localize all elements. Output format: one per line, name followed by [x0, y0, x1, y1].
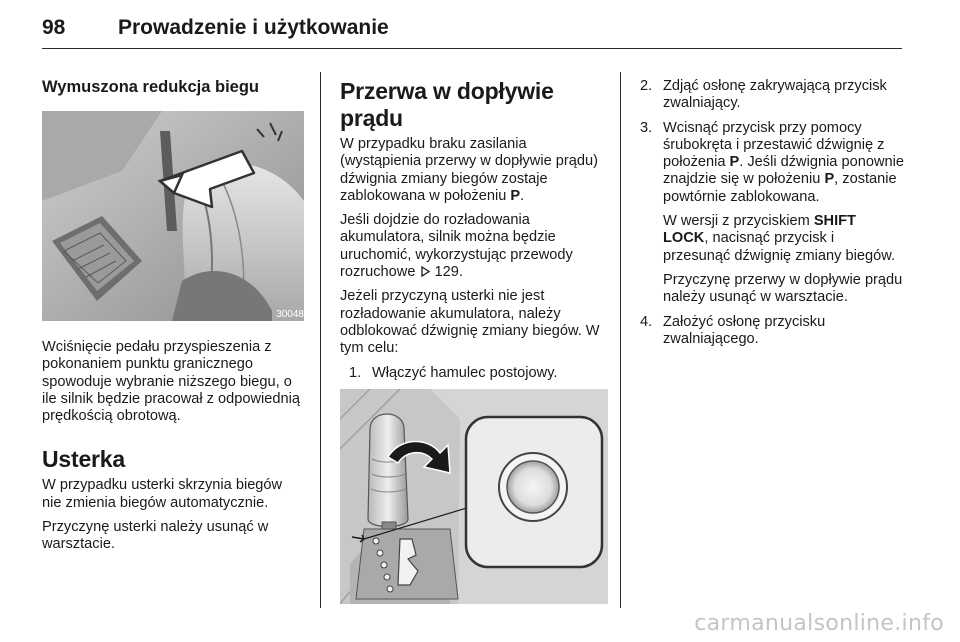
list-item: 4. Założyć osłonę przycisku zwalniającego. [640, 313, 826, 347]
step3-note-shift-lock: W wersji z przyciskiem SHIFT LOCK, nacisnąć przycisk i przesunąć dźwignię zmiany biegów. [663, 213, 896, 264]
list-item: 2. Zdjąć osłonę zakrywającą przycisk zwalniający. [640, 78, 887, 112]
section-heading-power-failure: Przerwa w dopływie prądu [340, 78, 554, 131]
page-reference-icon [420, 264, 431, 280]
figure-code: 30048 [276, 309, 304, 320]
column-3 [640, 78, 905, 355]
page-title: Prowadzenie i użytkowanie [118, 16, 389, 39]
step3-text: Wcisnąć przycisk przy pomocy śrubokręta i przestawić dźwignię z położenia P. Jeśli dźwignia ponownie znajdzie się w położeniu P, zostanie powtórnie zablokowana. [663, 119, 904, 205]
power-failure-paragraph-1 [340, 136, 608, 205]
fault-paragraph-1: W przypadku usterki skrzynia biegów nie zmienia biegów automatycznie. [42, 477, 283, 511]
page-number: 98 [42, 16, 66, 39]
p1-end: . [520, 187, 525, 204]
column-1 [42, 78, 304, 561]
page-reference-number: 129. [430, 264, 463, 281]
kickdown-pedal-illustration [42, 111, 304, 321]
page-header [42, 14, 902, 49]
section-heading-fault: Usterka [42, 446, 125, 473]
steps-list-part-2 [640, 78, 905, 348]
column-divider-2 [620, 72, 621, 608]
list-item: 3. Wcisnąć przycisk przy pomocy śrubokręta i przestawić dźwignię z położenia P. Jeśli dźwignia ponownie znajdzie się w położeniu P, zostanie powtórnie zablokowana. W wersji z przyciskiem SHIFT LOCK, nacisnąć przycisk i przesunąć dźwignię zmiany biegów. Przyczynę przerwy w dopływie prądu należy usunąć w warsztacie. [640, 119, 904, 306]
watermark-link[interactable]: carmanualsonline.info [694, 611, 944, 636]
kickdown-paragraph: Wciśnięcie pedału przyspieszenia z pokonaniem punktu granicznego spowoduje wybranie niższego biegu, o ile silnik będzie pracował z odpowiednią prędkością obrotową. [42, 339, 300, 425]
gear-selector-illustration [340, 389, 608, 604]
power-failure-paragraph-3: Jeżeli przyczyną usterki nie jest rozładowanie akumulatora, należy odblokować dźwignię zmiany biegów. W tym celu: [340, 288, 600, 357]
step3-note-workshop: Przyczynę przerwy w dopływie prądu należy usunąć w warsztacie. [663, 271, 903, 306]
power-failure-paragraph-2 [340, 212, 608, 281]
steps-list-part-1 [340, 365, 608, 382]
p1-bold-P: P [510, 187, 521, 204]
column-2 [340, 78, 608, 604]
section-heading-kickdown: Wymuszona redukcja biegu [42, 78, 259, 96]
column-divider-1 [320, 72, 321, 608]
fault-paragraph-2: Przyczynę usterki należy usunąć w warsztacie. [42, 519, 269, 553]
list-item: 1. Włączyć hamulec postojowy. [349, 364, 558, 381]
p1-text: W przypadku braku zasilania (wystąpienia przerwy w dopływie prądu) dźwignia zmiany biegów zostaje zablokowana w położeniu [340, 136, 598, 204]
p2-text: Jeśli dojdzie do rozładowania akumulatora, silnik można będzie uruchomić, wykorzystując przewody rozruchowe [340, 212, 573, 281]
